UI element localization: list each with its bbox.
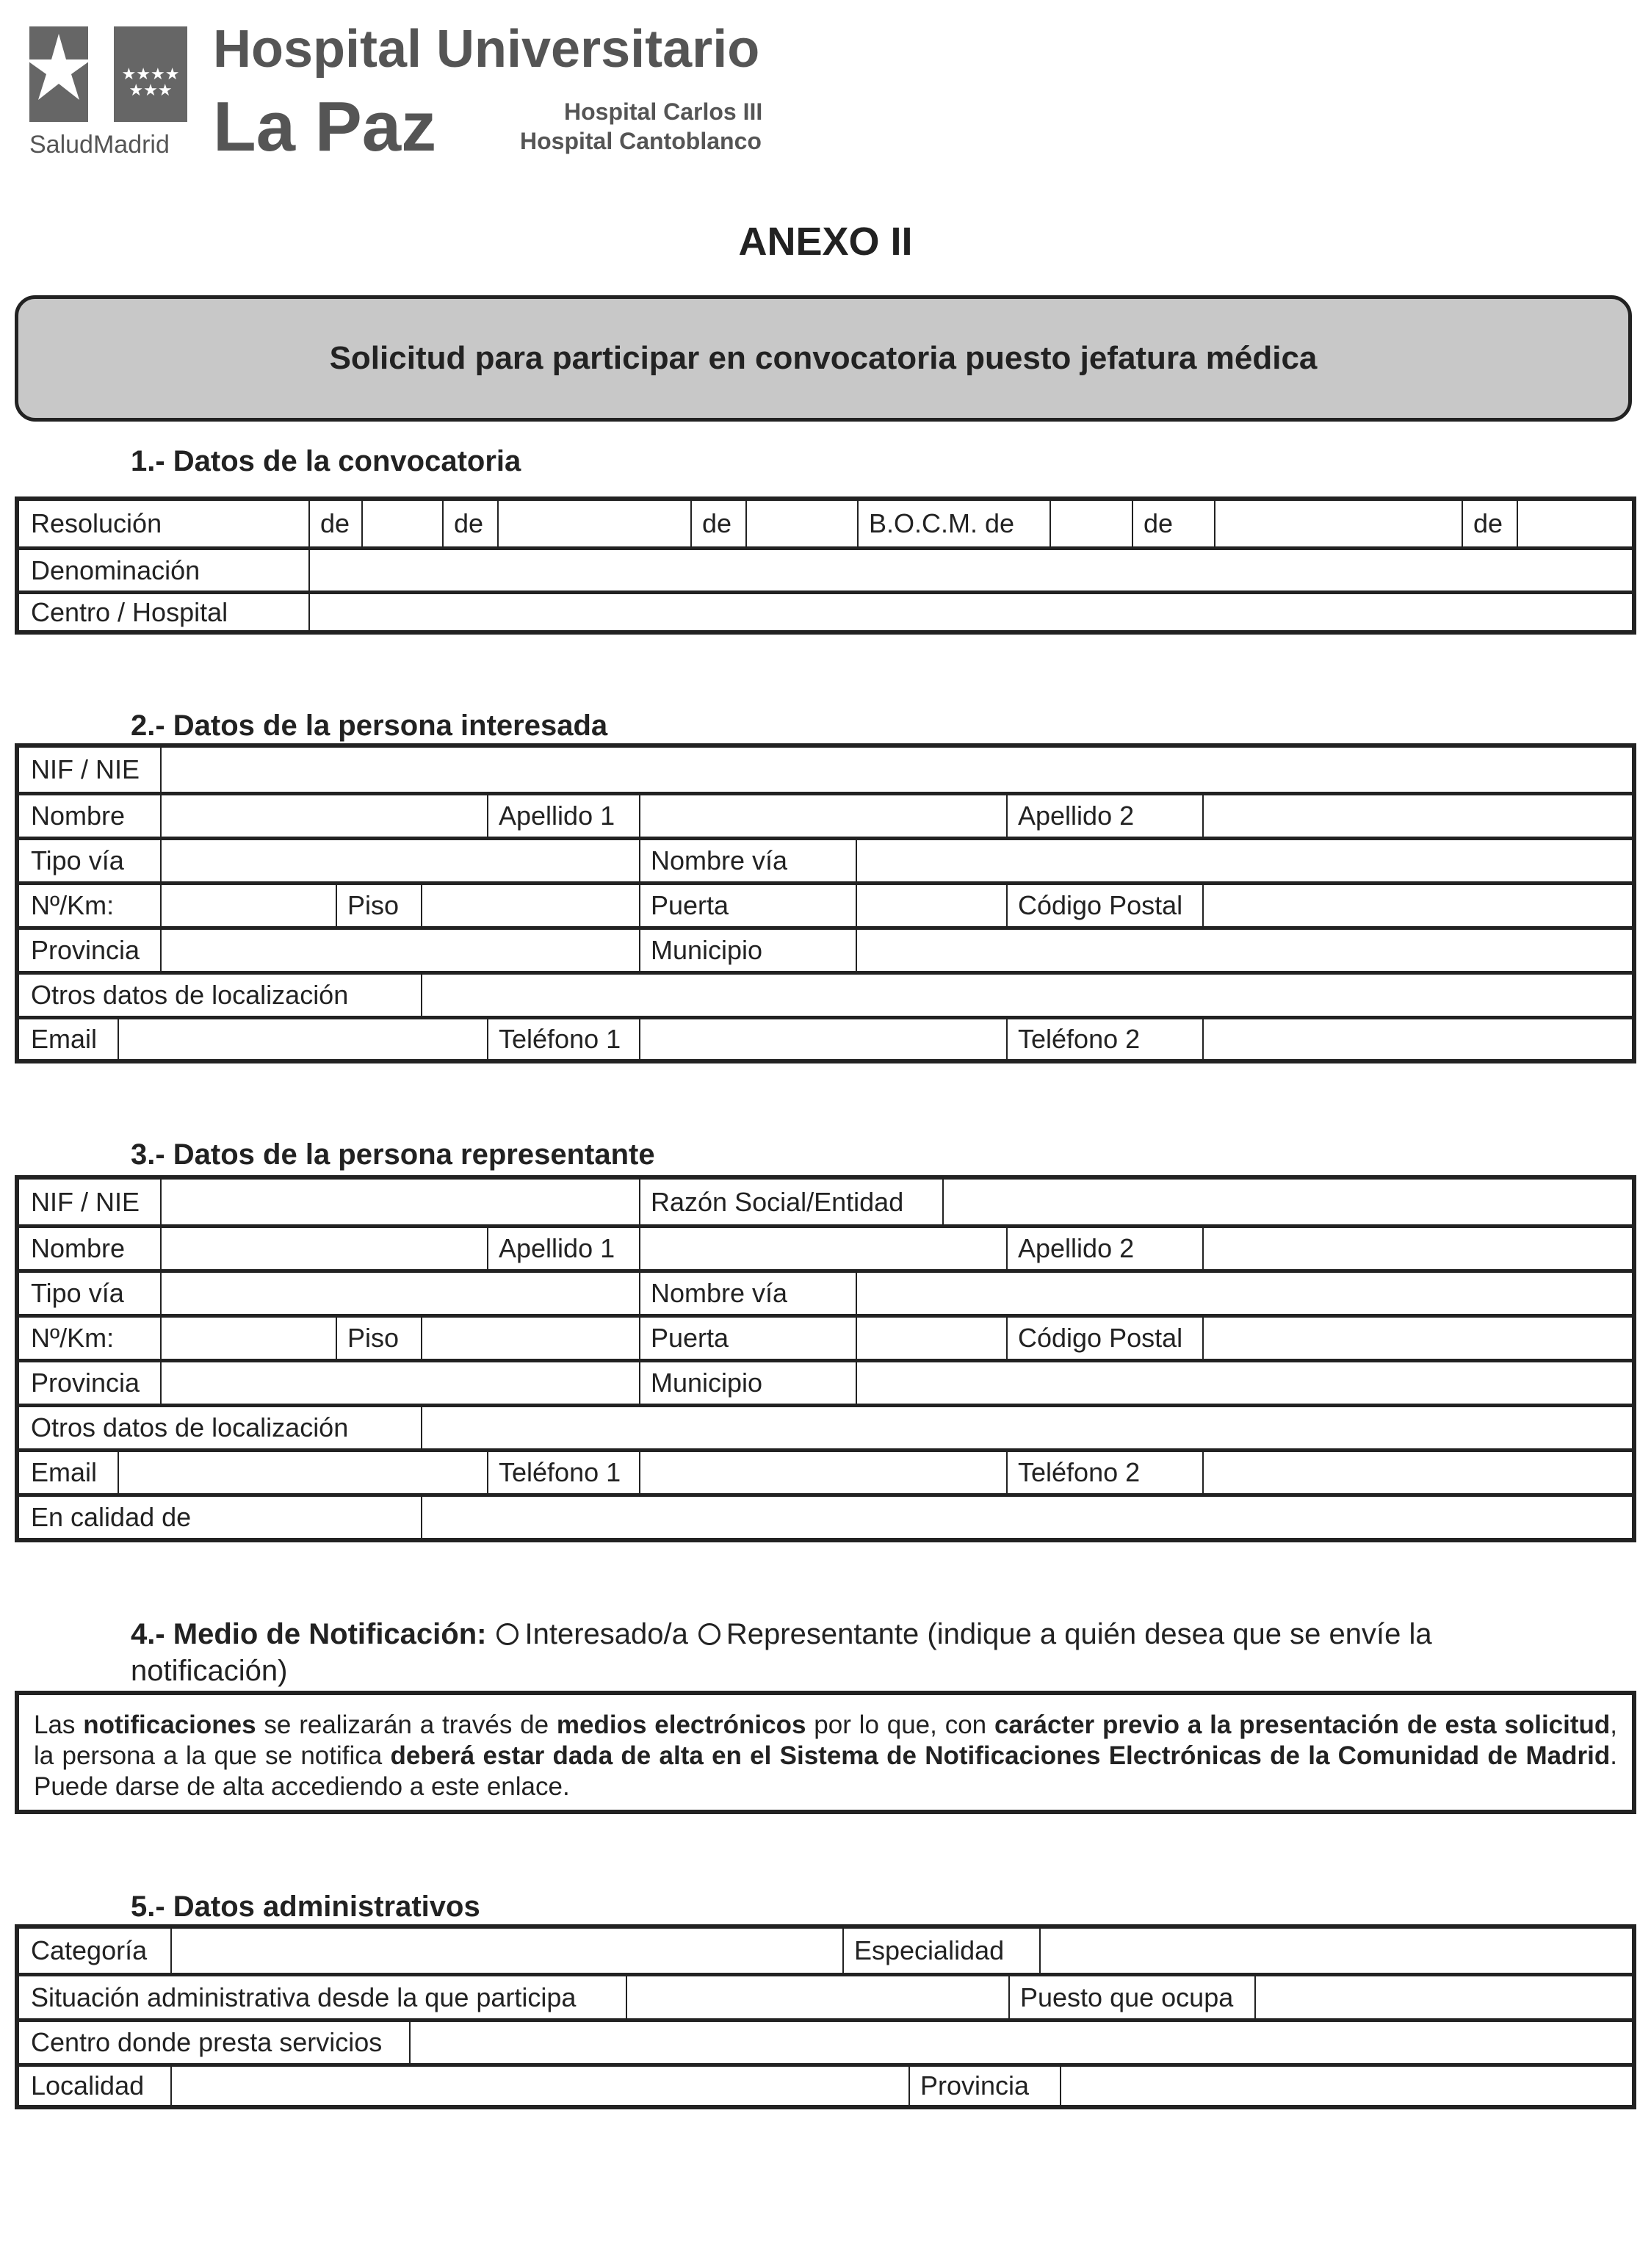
puerta-label: Puerta — [639, 885, 856, 926]
option-interesado-label: Interesado/a — [524, 1618, 688, 1650]
telefono1-label: Teléfono 1 — [487, 1019, 639, 1059]
localidad-row — [19, 2063, 1632, 2105]
rep-telefono2-label: Teléfono 2 — [1006, 1452, 1202, 1493]
notice-text: se realizarán a través de — [256, 1711, 557, 1739]
section1-title: 1.- Datos de la convocatoria — [131, 445, 521, 477]
rep-email-input[interactable] — [118, 1452, 487, 1493]
notification-notice — [15, 1691, 1636, 1814]
saludmadrid-label: SaludMadrid — [29, 131, 170, 159]
logo-title-line1: Hospital Universitario — [213, 20, 760, 79]
resolucion-label: Resolución — [31, 508, 162, 538]
resolucion-day-input[interactable] — [361, 501, 442, 546]
section3-table — [15, 1175, 1636, 1542]
centro-row — [19, 591, 1632, 630]
provincia-label: Provincia — [31, 935, 140, 965]
rep-via-row — [19, 1269, 1632, 1314]
de-label: de — [1132, 501, 1214, 546]
rep-piso-input[interactable] — [421, 1318, 639, 1359]
nombre-via-input[interactable] — [856, 840, 1632, 881]
provincia-row — [19, 926, 1632, 971]
apellido2-label: Apellido 2 — [1006, 795, 1202, 837]
notice-text: por lo que, con — [806, 1711, 994, 1739]
section3-title: 3.- Datos de la persona representante — [131, 1138, 655, 1171]
notification-method — [131, 1616, 1570, 1689]
rep-telefono2-input[interactable] — [1202, 1452, 1632, 1493]
rep-puerta-input[interactable] — [856, 1318, 1006, 1359]
apellido1-input[interactable] — [639, 795, 1006, 837]
denominacion-input[interactable] — [308, 550, 1632, 591]
municipio-input[interactable] — [856, 930, 1632, 971]
notice-bold: notificaciones — [83, 1711, 256, 1739]
bocm-de-label: B.O.C.M. de — [857, 501, 1050, 546]
resolucion-year-input[interactable] — [745, 501, 857, 546]
bocm-year-input[interactable] — [1517, 501, 1632, 546]
rep-apellido2-label: Apellido 2 — [1006, 1228, 1202, 1269]
rep-municipio-label: Municipio — [639, 1362, 856, 1404]
piso-input[interactable] — [421, 885, 639, 926]
piso-label: Piso — [336, 885, 421, 926]
rep-apellido1-label: Apellido 1 — [487, 1228, 639, 1269]
resolucion-month-input[interactable] — [497, 501, 690, 546]
admin-provincia-label: Provincia — [908, 2067, 1060, 2105]
section1-table — [15, 496, 1636, 635]
rep-piso-label: Piso — [336, 1318, 421, 1359]
puerta-input[interactable] — [856, 885, 1006, 926]
de-label: de — [1462, 501, 1517, 546]
especialidad-input[interactable] — [1039, 1929, 1632, 1973]
rep-nombre-label: Nombre — [31, 1233, 126, 1263]
centro-servicios-input[interactable] — [409, 2022, 1632, 2063]
radio-representante[interactable] — [698, 1623, 720, 1645]
rep-numero-row — [19, 1314, 1632, 1359]
saludmadrid-star-flag-icon — [29, 19, 191, 137]
contacto-row — [19, 1016, 1632, 1059]
admin-provincia-input[interactable] — [1060, 2067, 1632, 2105]
option-representante-label: Representante — [726, 1618, 920, 1650]
bocm-month-input[interactable] — [1214, 501, 1462, 546]
notice-bold: deberá estar dada de alta en el Sistema de Notificaciones Electrónicas de la Comunidad de Madrid — [390, 1741, 1611, 1770]
rep-provincia-input[interactable] — [160, 1362, 639, 1404]
form-title: Solicitud para participar en convocatoria puesto jefatura médica — [329, 340, 1318, 376]
denominacion-label: Denominación — [31, 555, 200, 585]
nif-row — [19, 748, 1632, 792]
radio-interesado[interactable] — [496, 1623, 519, 1645]
telefono1-input[interactable] — [639, 1019, 1006, 1059]
provincia-input[interactable] — [160, 930, 639, 971]
nif-input[interactable] — [160, 748, 1632, 792]
section2-table — [15, 743, 1636, 1063]
rep-nif-row — [19, 1180, 1632, 1224]
categoria-input[interactable] — [170, 1929, 842, 1973]
en-calidad-de-input[interactable] — [421, 1497, 1632, 1538]
rep-nif-input[interactable] — [160, 1180, 639, 1224]
rep-codigo-postal-input[interactable] — [1202, 1318, 1632, 1359]
nombre-label: Nombre — [31, 801, 126, 831]
rep-otros-datos-input[interactable] — [421, 1407, 1632, 1448]
form-banner — [15, 295, 1632, 422]
localidad-input[interactable] — [170, 2067, 908, 2105]
svg-text:★★★: ★★★ — [129, 82, 173, 100]
telefono2-input[interactable] — [1202, 1019, 1632, 1059]
section5-title: 5.- Datos administrativos — [131, 1890, 480, 1923]
de-label: de — [690, 501, 745, 546]
section4-title: 4.- Medio de Notificación: — [131, 1618, 487, 1650]
email-label: Email — [31, 1024, 98, 1054]
tipo-via-label: Tipo vía — [31, 845, 124, 875]
nif-label: NIF / NIE — [31, 754, 140, 784]
rep-telefono1-input[interactable] — [639, 1452, 1006, 1493]
categoria-label: Categoría — [31, 1935, 148, 1965]
centro-servicios-label: Centro donde presta servicios — [31, 2027, 383, 2057]
otros-row — [19, 971, 1632, 1016]
rep-tipo-via-label: Tipo vía — [31, 1278, 124, 1308]
nombre-input[interactable] — [160, 795, 487, 837]
municipio-label: Municipio — [639, 930, 856, 971]
rep-puerta-label: Puerta — [639, 1318, 856, 1359]
svg-text:★★★★: ★★★★ — [121, 65, 180, 84]
otros-datos-input[interactable] — [421, 975, 1632, 1016]
nombre-row — [19, 792, 1632, 837]
puesto-input[interactable] — [1254, 1976, 1632, 2018]
apellido1-label: Apellido 1 — [487, 795, 639, 837]
especialidad-label: Especialidad — [842, 1929, 1039, 1973]
logo-sub1: Hospital Carlos III — [564, 98, 763, 125]
codigo-postal-input[interactable] — [1202, 885, 1632, 926]
en-calidad-de-label: En calidad de — [31, 1502, 192, 1532]
de-label: de — [442, 501, 497, 546]
rep-telefono1-label: Teléfono 1 — [487, 1452, 639, 1493]
hospital-logo — [29, 19, 771, 166]
section2-title: 2.- Datos de la persona interesada — [131, 709, 608, 742]
rep-num-km-label: Nº/Km: — [31, 1323, 115, 1353]
notice-bold: medios electrónicos — [556, 1711, 806, 1739]
tipo-via-input[interactable] — [160, 840, 639, 881]
rep-nombre-input[interactable] — [160, 1228, 487, 1269]
rep-calidad-row — [19, 1493, 1632, 1538]
rep-apellido1-input[interactable] — [639, 1228, 1006, 1269]
rep-nombre-via-input[interactable] — [856, 1273, 1632, 1314]
rep-codigo-postal-label: Código Postal — [1006, 1318, 1202, 1359]
nombre-via-label: Nombre vía — [639, 840, 856, 881]
rep-municipio-input[interactable] — [856, 1362, 1632, 1404]
num-km-label: Nº/Km: — [31, 890, 115, 920]
centro-servicios-row — [19, 2018, 1632, 2063]
razon-social-input[interactable] — [942, 1180, 1632, 1224]
de-label: de — [308, 501, 361, 546]
rep-email-label: Email — [31, 1457, 98, 1487]
email-input[interactable] — [118, 1019, 487, 1059]
denominacion-row — [19, 546, 1632, 591]
logo-sub2: Hospital Cantoblanco — [520, 128, 762, 154]
rep-num-km-input[interactable] — [160, 1318, 336, 1359]
resolucion-row — [19, 501, 1632, 546]
apellido2-input[interactable] — [1202, 795, 1632, 837]
section5-table — [15, 1924, 1636, 2109]
rep-apellido2-input[interactable] — [1202, 1228, 1632, 1269]
rep-provincia-row — [19, 1359, 1632, 1404]
codigo-postal-label: Código Postal — [1006, 885, 1202, 926]
numero-row — [19, 881, 1632, 926]
localidad-label: Localidad — [31, 2070, 145, 2101]
rep-nif-label: NIF / NIE — [31, 1186, 140, 1217]
notice-text: Las — [34, 1711, 84, 1739]
centro-hospital-label: Centro / Hospital — [31, 596, 228, 627]
via-row — [19, 837, 1632, 881]
bocm-day-input[interactable] — [1050, 501, 1132, 546]
situacion-label: Situación administrativa desde la que participa — [31, 1982, 577, 2012]
rep-nombre-via-label: Nombre vía — [639, 1273, 856, 1314]
notification-hint: (indique a quién desea que se envíe la notificación) — [131, 1618, 1432, 1687]
rep-otros-datos-label: Otros datos de localización — [31, 1412, 349, 1442]
rep-provincia-label: Provincia — [31, 1368, 140, 1398]
rep-contacto-row — [19, 1448, 1632, 1493]
situacion-input[interactable] — [626, 1976, 1008, 2018]
otros-datos-label: Otros datos de localización — [31, 980, 349, 1010]
rep-otros-row — [19, 1404, 1632, 1448]
categoria-row — [19, 1929, 1632, 1973]
notice-bold: carácter previo a la presentación de esta solicitud — [994, 1711, 1611, 1739]
puesto-label: Puesto que ocupa — [1008, 1976, 1254, 2018]
razon-social-label: Razón Social/Entidad — [639, 1180, 942, 1224]
situacion-row — [19, 1973, 1632, 2018]
notice-text: , la persona a la que se notifica — [34, 1711, 1617, 1770]
logo-title-line2: La Paz — [213, 87, 437, 166]
notice-link-text[interactable]: . Puede darse de alta accediendo a este enlace. — [34, 1741, 1617, 1801]
centro-hospital-input[interactable] — [308, 594, 1632, 630]
rep-nombre-row — [19, 1224, 1632, 1269]
annex-title: ANEXO II — [738, 220, 913, 264]
num-km-input[interactable] — [160, 885, 336, 926]
rep-tipo-via-input[interactable] — [160, 1273, 639, 1314]
telefono2-label: Teléfono 2 — [1006, 1019, 1202, 1059]
